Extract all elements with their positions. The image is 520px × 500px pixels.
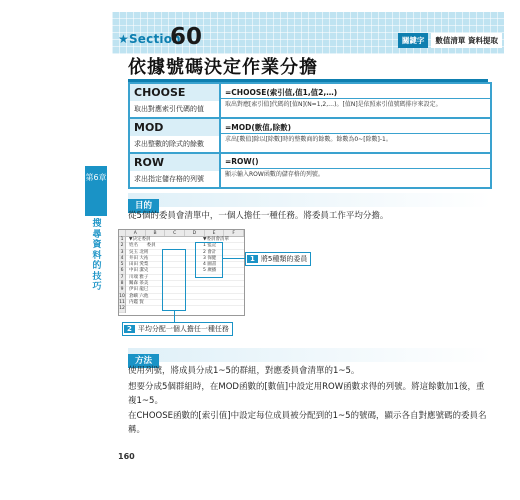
committee-row: 5 廣播 — [203, 268, 217, 274]
column-header: A — [126, 230, 146, 236]
annotation-text: 平均分配一個人擔任一種任務 — [137, 325, 229, 333]
row-number: 10 — [119, 293, 125, 299]
method-paragraph: 在CHOOSE函數的[索引值]中設定每位成員被分配到的1~5的號碼，顯示各自對應號碼的委員名稱。 — [128, 411, 487, 435]
row-number: 9 — [120, 287, 124, 293]
annotation-number: 1 — [247, 255, 258, 263]
section-label: ★Section — [118, 32, 181, 46]
row-number: 12 — [119, 306, 125, 312]
purpose-tag: 目的 — [128, 199, 159, 213]
row-number: 11 — [119, 299, 125, 305]
name-cell: 伊田 龍巳 — [126, 287, 244, 293]
committee-row: 2 會計 — [203, 249, 217, 255]
column-header: C — [165, 230, 185, 236]
function-detail: 顯示輸入ROW函數的儲存格的列號。 — [225, 171, 324, 178]
method-paragraph: 想要分成5個群組時，在MOD函數的[數值]中設定用ROW函數求得的列號。將這餘數加1後，重複1~5。 — [128, 382, 485, 406]
function-row-row — [130, 154, 490, 187]
function-row-choose — [130, 84, 490, 119]
name-cell: 田田 愛梨 — [126, 262, 244, 268]
column-header: F — [224, 230, 244, 236]
purpose-heading — [128, 193, 492, 211]
row-number: 8 — [120, 281, 124, 287]
header-cell: 姓名 — [129, 243, 138, 249]
name-cell: 中田 潔史 — [126, 268, 244, 274]
row-number: 4 — [120, 255, 124, 261]
sheet-column-headers — [119, 230, 244, 237]
committee-row: 3 保健 — [203, 255, 217, 261]
page-title: 依據號碼決定作業分擔 — [128, 53, 488, 82]
row-number: 7 — [120, 274, 124, 280]
method-heading — [128, 348, 492, 366]
chapter-tab: 第6章 — [85, 166, 107, 216]
function-detail: 取出對應[索引值]代碼的[值N](N=1,2,…)。[值N]是依照索引值號碼排序來設定。 — [225, 101, 442, 108]
name-cell: 井田 大祐 — [126, 256, 244, 262]
right-table-title: ▼委員會清單 — [203, 237, 229, 242]
committee-row: 1 監記 — [203, 243, 217, 249]
name-cell: 内鑑 賢 — [126, 300, 244, 306]
function-desc: 求出整數的除式的餘數 — [134, 140, 204, 148]
row-number: 1 — [120, 237, 124, 242]
row-number: 6 — [120, 268, 124, 274]
committee-row: 4 圖書 — [203, 262, 217, 268]
row-number: 2 — [120, 243, 124, 249]
function-table — [128, 82, 492, 189]
function-syntax: =ROW() — [221, 154, 490, 169]
sheet-row-numbers — [119, 237, 126, 313]
committee-list-highlight — [195, 242, 223, 278]
name-cell: 關森 茶美 — [126, 281, 244, 287]
column-header: D — [185, 230, 205, 236]
annotation-text: 將5種類的委員 — [260, 255, 308, 263]
function-desc: 求出指定儲存格的列號 — [134, 175, 204, 183]
annotation-2 — [122, 322, 233, 336]
function-syntax: =CHOOSE(索引值,值1,值2,…) — [221, 84, 490, 99]
method-paragraph: 使用列號，將成員分成1~5的群組，對應委員會清單的1~5。 — [128, 366, 360, 376]
function-syntax: =MOD(數值,除數) — [221, 119, 490, 134]
header-cell: 委員 — [146, 243, 156, 249]
row-number: 3 — [120, 249, 124, 255]
function-name: MOD — [130, 119, 219, 136]
left-table-title: ▼決定委員 — [126, 237, 244, 243]
page-number: 160 — [118, 452, 135, 461]
section-number: 60 — [170, 24, 203, 50]
row-number: 5 — [120, 262, 124, 268]
keyword-badge: 關鍵字 — [398, 33, 429, 48]
name-cell: 倉嶼 六他 — [126, 294, 244, 300]
annotation-number: 2 — [124, 325, 135, 333]
annotation-1 — [245, 252, 311, 266]
name-cell: 吳玉 北則 — [126, 250, 244, 256]
function-detail: 求出[數值]除以[除數]時的整數商的餘數。餘數為0~[除數]-1。 — [225, 136, 392, 143]
function-row-mod — [130, 119, 490, 154]
column-header: B — [146, 230, 166, 236]
purpose-text: 從5個的委員會清單中，一個人擔任一種任務。將委員工作平均分擔。 — [128, 211, 389, 221]
keywords — [398, 33, 502, 48]
keyword-list: 數值清單 資料提取 — [431, 33, 502, 48]
annotation-connector — [223, 258, 245, 259]
committee-column-highlight — [162, 249, 186, 311]
function-name: CHOOSE — [130, 84, 219, 101]
function-name: ROW — [130, 154, 219, 171]
function-desc: 取出對應索引代碼的值 — [134, 105, 204, 113]
name-cell: 川端 雅子 — [126, 275, 244, 281]
column-header: E — [205, 230, 225, 236]
method-tag: 方法 — [128, 354, 159, 368]
chapter-title: 搜尋資料的技巧 — [92, 219, 102, 292]
